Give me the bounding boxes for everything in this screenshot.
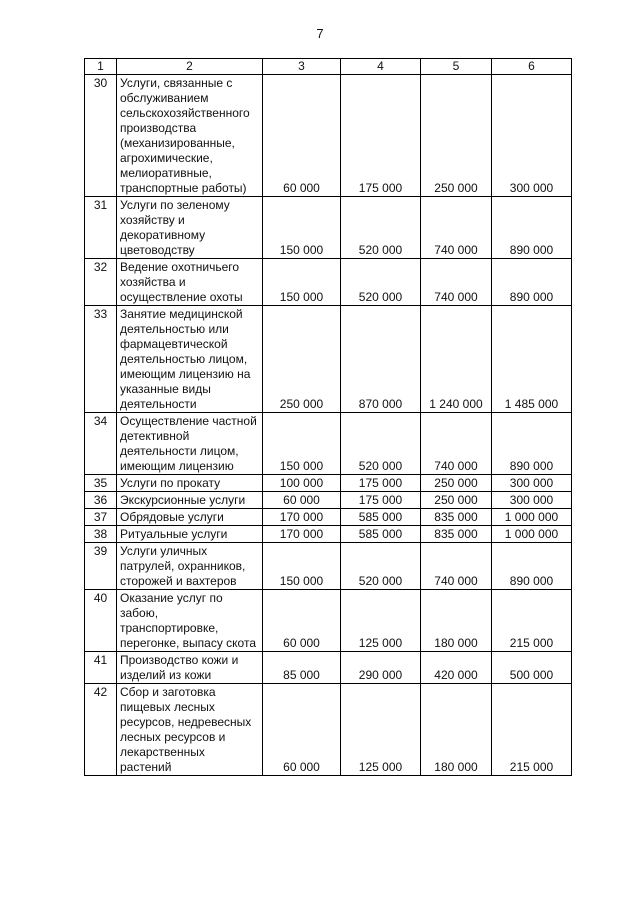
column-header-2: 2	[117, 59, 263, 75]
rate-column-3: 170 000	[263, 526, 341, 543]
row-number: 38	[85, 526, 117, 543]
row-number: 36	[85, 492, 117, 509]
service-name: Осуществление частной детективной деятельности лицом, имеющим лицензию	[117, 413, 263, 475]
rate-column-4: 520 000	[341, 197, 421, 259]
rate-column-3: 60 000	[263, 590, 341, 652]
rate-column-3: 150 000	[263, 259, 341, 306]
service-name: Сбор и заготовка пищевых лесных ресурсов, недревесных лесных ресурсов и лекарственных растений	[117, 684, 263, 776]
row-number: 40	[85, 590, 117, 652]
rate-column-6: 215 000	[492, 684, 572, 776]
page-number: 7	[316, 26, 324, 41]
tax-rates-table	[84, 58, 572, 776]
row-number: 30	[85, 75, 117, 197]
rate-column-6: 890 000	[492, 197, 572, 259]
rate-column-3: 150 000	[263, 413, 341, 475]
table-row	[85, 543, 572, 590]
rate-column-3: 150 000	[263, 197, 341, 259]
rate-column-5: 180 000	[421, 684, 492, 776]
service-name: Услуги по прокату	[117, 475, 263, 492]
row-number: 35	[85, 475, 117, 492]
column-header-1: 1	[85, 59, 117, 75]
table-row	[85, 413, 572, 475]
rate-column-4: 125 000	[341, 684, 421, 776]
rate-column-5: 250 000	[421, 492, 492, 509]
rate-column-4: 520 000	[341, 413, 421, 475]
rate-column-5: 1 240 000	[421, 306, 492, 413]
table-header-row	[85, 59, 572, 75]
row-number: 42	[85, 684, 117, 776]
service-name: Услуги, связанные с обслуживанием сельскохозяйственного производства (механизированные, агрохимические, мелиоративные, транспортные работы)	[117, 75, 263, 197]
rate-column-3: 250 000	[263, 306, 341, 413]
rate-column-6: 890 000	[492, 543, 572, 590]
column-header-6: 6	[492, 59, 572, 75]
service-name: Экскурсионные услуги	[117, 492, 263, 509]
table-row	[85, 652, 572, 684]
rate-column-3: 60 000	[263, 75, 341, 197]
rate-column-3: 150 000	[263, 543, 341, 590]
rate-column-4: 585 000	[341, 509, 421, 526]
rate-column-4: 175 000	[341, 75, 421, 197]
service-name: Занятие медицинской деятельностью или фармацевтической деятельностью лицом, имеющим лицензию на указанные виды деятельности	[117, 306, 263, 413]
rate-column-4: 520 000	[341, 259, 421, 306]
service-name: Оказание услуг по забою, транспортировке, перегонке, выпасу скота	[117, 590, 263, 652]
rate-column-4: 585 000	[341, 526, 421, 543]
rate-column-3: 60 000	[263, 492, 341, 509]
rate-column-4: 520 000	[341, 543, 421, 590]
rate-column-4: 175 000	[341, 475, 421, 492]
rate-column-4: 290 000	[341, 652, 421, 684]
rate-column-6: 300 000	[492, 492, 572, 509]
rate-column-6: 890 000	[492, 259, 572, 306]
rate-column-5: 740 000	[421, 197, 492, 259]
rate-column-6: 300 000	[492, 475, 572, 492]
rate-column-6: 1 000 000	[492, 526, 572, 543]
rate-column-6: 300 000	[492, 75, 572, 197]
row-number: 33	[85, 306, 117, 413]
rate-column-6: 890 000	[492, 413, 572, 475]
rate-column-5: 835 000	[421, 526, 492, 543]
rate-column-6: 215 000	[492, 590, 572, 652]
rate-column-5: 740 000	[421, 259, 492, 306]
rate-column-6: 500 000	[492, 652, 572, 684]
table-row	[85, 75, 572, 197]
rate-column-3: 60 000	[263, 684, 341, 776]
rate-column-5: 250 000	[421, 475, 492, 492]
row-number: 41	[85, 652, 117, 684]
rate-column-5: 740 000	[421, 413, 492, 475]
rate-column-4: 175 000	[341, 492, 421, 509]
table-row	[85, 526, 572, 543]
service-name: Производство кожи и изделий из кожи	[117, 652, 263, 684]
table-row	[85, 259, 572, 306]
column-header-4: 4	[341, 59, 421, 75]
table-row	[85, 475, 572, 492]
service-name: Услуги уличных патрулей, охранников, сторожей и вахтеров	[117, 543, 263, 590]
rate-column-3: 170 000	[263, 509, 341, 526]
table-row	[85, 306, 572, 413]
rate-column-5: 835 000	[421, 509, 492, 526]
rate-column-3: 100 000	[263, 475, 341, 492]
service-name: Обрядовые услуги	[117, 509, 263, 526]
rate-column-5: 250 000	[421, 75, 492, 197]
column-header-5: 5	[421, 59, 492, 75]
row-number: 31	[85, 197, 117, 259]
rate-column-4: 125 000	[341, 590, 421, 652]
service-name: Ведение охотничьего хозяйства и осуществление охоты	[117, 259, 263, 306]
rate-column-3: 85 000	[263, 652, 341, 684]
service-name: Ритуальные услуги	[117, 526, 263, 543]
row-number: 37	[85, 509, 117, 526]
table-row	[85, 509, 572, 526]
table-row	[85, 590, 572, 652]
rate-column-4: 870 000	[341, 306, 421, 413]
service-name: Услуги по зеленому хозяйству и декоративному цветоводству	[117, 197, 263, 259]
rate-column-5: 180 000	[421, 590, 492, 652]
rate-column-5: 740 000	[421, 543, 492, 590]
column-header-3: 3	[263, 59, 341, 75]
row-number: 39	[85, 543, 117, 590]
table-row	[85, 197, 572, 259]
rate-column-6: 1 000 000	[492, 509, 572, 526]
rate-column-6: 1 485 000	[492, 306, 572, 413]
table-row	[85, 492, 572, 509]
row-number: 32	[85, 259, 117, 306]
row-number: 34	[85, 413, 117, 475]
rate-column-5: 420 000	[421, 652, 492, 684]
table-row	[85, 684, 572, 776]
